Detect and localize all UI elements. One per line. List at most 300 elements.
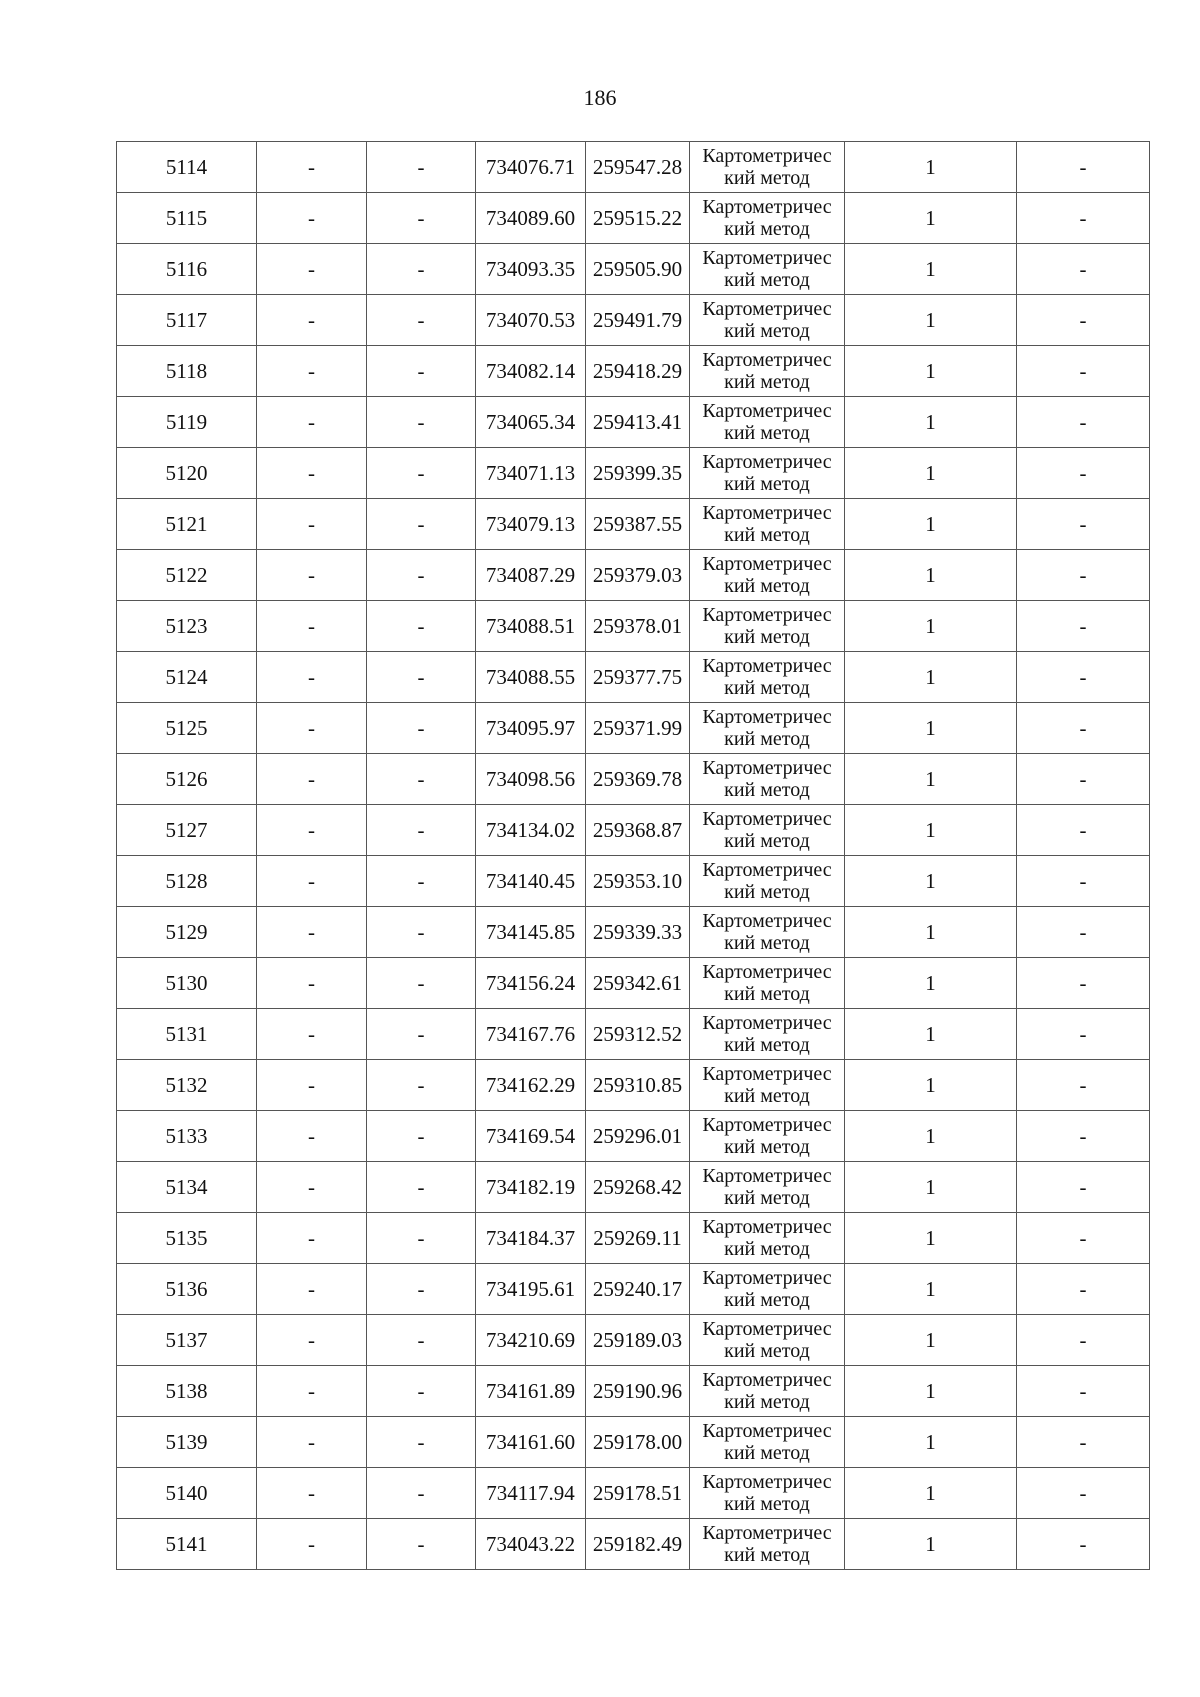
method-cell: [690, 1519, 845, 1570]
col3-cell: -: [367, 295, 476, 346]
point-number-cell: 5116: [117, 244, 257, 295]
method-line-2: кий метод: [724, 422, 810, 444]
col2-cell: -: [257, 652, 367, 703]
method-cell: [690, 397, 845, 448]
method-line-2: кий метод: [724, 1187, 810, 1209]
point-number-cell: 5126: [117, 754, 257, 805]
col8-cell: -: [1017, 907, 1150, 958]
col2-cell: -: [257, 1213, 367, 1264]
method-line-1: Картометричес: [702, 196, 832, 218]
col3-cell: -: [367, 448, 476, 499]
precision-cell: 1: [845, 448, 1017, 499]
table-row: [117, 1060, 1150, 1111]
precision-cell: 1: [845, 193, 1017, 244]
col2-cell: -: [257, 805, 367, 856]
table-row: [117, 1417, 1150, 1468]
method-cell: [690, 244, 845, 295]
col3-cell: -: [367, 1213, 476, 1264]
y-coordinate-cell: 259312.52: [586, 1009, 690, 1060]
method-cell: [690, 1060, 845, 1111]
method-line-1: Картометричес: [702, 349, 832, 371]
y-coordinate-cell: 259178.51: [586, 1468, 690, 1519]
point-number-cell: 5125: [117, 703, 257, 754]
y-coordinate-cell: 259296.01: [586, 1111, 690, 1162]
precision-cell: 1: [845, 703, 1017, 754]
col3-cell: -: [367, 1264, 476, 1315]
col2-cell: -: [257, 1417, 367, 1468]
table-row: [117, 346, 1150, 397]
col3-cell: -: [367, 1111, 476, 1162]
method-cell: [690, 958, 845, 1009]
col2-cell: -: [257, 550, 367, 601]
precision-cell: 1: [845, 397, 1017, 448]
x-coordinate-cell: 734088.51: [476, 601, 586, 652]
method-line-1: Картометричес: [702, 1063, 832, 1085]
col3-cell: -: [367, 193, 476, 244]
x-coordinate-cell: 734093.35: [476, 244, 586, 295]
x-coordinate-cell: 734134.02: [476, 805, 586, 856]
precision-cell: 1: [845, 499, 1017, 550]
y-coordinate-cell: 259418.29: [586, 346, 690, 397]
x-coordinate-cell: 734117.94: [476, 1468, 586, 1519]
method-line-1: Картометричес: [702, 655, 832, 677]
col8-cell: -: [1017, 142, 1150, 193]
y-coordinate-cell: 259182.49: [586, 1519, 690, 1570]
table-row: [117, 856, 1150, 907]
method-line-1: Картометричес: [702, 910, 832, 932]
precision-cell: 1: [845, 244, 1017, 295]
col8-cell: -: [1017, 244, 1150, 295]
method-line-1: Картометричес: [702, 808, 832, 830]
point-number-cell: 5130: [117, 958, 257, 1009]
precision-cell: 1: [845, 1213, 1017, 1264]
method-cell: [690, 754, 845, 805]
point-number-cell: 5134: [117, 1162, 257, 1213]
precision-cell: 1: [845, 1315, 1017, 1366]
table-row: [117, 295, 1150, 346]
y-coordinate-cell: 259339.33: [586, 907, 690, 958]
precision-cell: 1: [845, 907, 1017, 958]
table-row: [117, 499, 1150, 550]
x-coordinate-cell: 734082.14: [476, 346, 586, 397]
x-coordinate-cell: 734070.53: [476, 295, 586, 346]
x-coordinate-cell: 734087.29: [476, 550, 586, 601]
col2-cell: -: [257, 958, 367, 1009]
table-row: [117, 1009, 1150, 1060]
method-cell: [690, 1111, 845, 1162]
col3-cell: -: [367, 907, 476, 958]
x-coordinate-cell: 734161.89: [476, 1366, 586, 1417]
point-number-cell: 5137: [117, 1315, 257, 1366]
col8-cell: -: [1017, 754, 1150, 805]
col2-cell: -: [257, 346, 367, 397]
point-number-cell: 5141: [117, 1519, 257, 1570]
method-line-1: Картометричес: [702, 706, 832, 728]
col2-cell: -: [257, 1315, 367, 1366]
col2-cell: -: [257, 1264, 367, 1315]
method-line-1: Картометричес: [702, 1318, 832, 1340]
precision-cell: 1: [845, 1162, 1017, 1213]
x-coordinate-cell: 734195.61: [476, 1264, 586, 1315]
col3-cell: -: [367, 958, 476, 1009]
method-line-2: кий метод: [724, 626, 810, 648]
y-coordinate-cell: 259189.03: [586, 1315, 690, 1366]
col3-cell: -: [367, 1417, 476, 1468]
x-coordinate-cell: 734076.71: [476, 142, 586, 193]
col8-cell: -: [1017, 958, 1150, 1009]
point-number-cell: 5131: [117, 1009, 257, 1060]
y-coordinate-cell: 259413.41: [586, 397, 690, 448]
method-line-2: кий метод: [724, 371, 810, 393]
method-cell: [690, 550, 845, 601]
y-coordinate-cell: 259378.01: [586, 601, 690, 652]
method-line-2: кий метод: [724, 830, 810, 852]
precision-cell: 1: [845, 142, 1017, 193]
point-number-cell: 5118: [117, 346, 257, 397]
method-cell: [690, 499, 845, 550]
method-cell: [690, 193, 845, 244]
precision-cell: 1: [845, 754, 1017, 805]
col2-cell: -: [257, 856, 367, 907]
method-line-1: Картометричес: [702, 1267, 832, 1289]
precision-cell: 1: [845, 550, 1017, 601]
table-row: [117, 1366, 1150, 1417]
method-cell: [690, 295, 845, 346]
col8-cell: -: [1017, 397, 1150, 448]
col8-cell: -: [1017, 1468, 1150, 1519]
col3-cell: -: [367, 142, 476, 193]
method-line-2: кий метод: [724, 1544, 810, 1566]
col3-cell: -: [367, 550, 476, 601]
table-row: [117, 1111, 1150, 1162]
method-cell: [690, 1315, 845, 1366]
precision-cell: 1: [845, 1366, 1017, 1417]
method-line-1: Картометричес: [702, 400, 832, 422]
precision-cell: 1: [845, 856, 1017, 907]
point-number-cell: 5124: [117, 652, 257, 703]
method-line-2: кий метод: [724, 983, 810, 1005]
method-line-2: кий метод: [724, 677, 810, 699]
table-row: [117, 652, 1150, 703]
table-row: [117, 244, 1150, 295]
col8-cell: -: [1017, 1264, 1150, 1315]
col2-cell: -: [257, 448, 367, 499]
y-coordinate-cell: 259310.85: [586, 1060, 690, 1111]
x-coordinate-cell: 734089.60: [476, 193, 586, 244]
method-line-2: кий метод: [724, 524, 810, 546]
method-line-2: кий метод: [724, 1034, 810, 1056]
method-line-1: Картометричес: [702, 859, 832, 881]
y-coordinate-cell: 259515.22: [586, 193, 690, 244]
method-line-1: Картометричес: [702, 604, 832, 626]
col8-cell: -: [1017, 1315, 1150, 1366]
precision-cell: 1: [845, 652, 1017, 703]
y-coordinate-cell: 259371.99: [586, 703, 690, 754]
method-cell: [690, 856, 845, 907]
col2-cell: -: [257, 907, 367, 958]
col2-cell: -: [257, 142, 367, 193]
x-coordinate-cell: 734088.55: [476, 652, 586, 703]
method-line-2: кий метод: [724, 218, 810, 240]
col3-cell: -: [367, 1060, 476, 1111]
precision-cell: 1: [845, 805, 1017, 856]
x-coordinate-cell: 734162.29: [476, 1060, 586, 1111]
precision-cell: 1: [845, 295, 1017, 346]
col8-cell: -: [1017, 1519, 1150, 1570]
method-line-1: Картометричес: [702, 451, 832, 473]
precision-cell: 1: [845, 1417, 1017, 1468]
precision-cell: 1: [845, 1519, 1017, 1570]
y-coordinate-cell: 259505.90: [586, 244, 690, 295]
x-coordinate-cell: 734098.56: [476, 754, 586, 805]
col8-cell: -: [1017, 1111, 1150, 1162]
point-number-cell: 5121: [117, 499, 257, 550]
precision-cell: 1: [845, 1468, 1017, 1519]
method-line-1: Картометричес: [702, 1369, 832, 1391]
y-coordinate-cell: 259342.61: [586, 958, 690, 1009]
method-line-1: Картометричес: [702, 1165, 832, 1187]
col8-cell: -: [1017, 601, 1150, 652]
x-coordinate-cell: 734145.85: [476, 907, 586, 958]
table-row: [117, 703, 1150, 754]
col2-cell: -: [257, 754, 367, 805]
table-row: [117, 601, 1150, 652]
table-row: [117, 142, 1150, 193]
x-coordinate-cell: 734167.76: [476, 1009, 586, 1060]
col3-cell: -: [367, 652, 476, 703]
col2-cell: -: [257, 1162, 367, 1213]
col8-cell: -: [1017, 1366, 1150, 1417]
y-coordinate-cell: 259240.17: [586, 1264, 690, 1315]
y-coordinate-cell: 259353.10: [586, 856, 690, 907]
table-row: [117, 1162, 1150, 1213]
col3-cell: -: [367, 1366, 476, 1417]
x-coordinate-cell: 734156.24: [476, 958, 586, 1009]
y-coordinate-cell: 259269.11: [586, 1213, 690, 1264]
table-body: [117, 142, 1150, 1570]
method-cell: [690, 601, 845, 652]
table-row: [117, 1213, 1150, 1264]
method-line-1: Картометричес: [702, 1522, 832, 1544]
col3-cell: -: [367, 805, 476, 856]
col3-cell: -: [367, 703, 476, 754]
method-cell: [690, 346, 845, 397]
x-coordinate-cell: 734182.19: [476, 1162, 586, 1213]
col2-cell: -: [257, 499, 367, 550]
method-line-1: Картометричес: [702, 502, 832, 524]
col8-cell: -: [1017, 448, 1150, 499]
table-row: [117, 397, 1150, 448]
method-cell: [690, 1417, 845, 1468]
page-number: 186: [583, 85, 617, 110]
point-number-cell: 5138: [117, 1366, 257, 1417]
method-cell: [690, 448, 845, 499]
method-line-2: кий метод: [724, 1340, 810, 1362]
col8-cell: -: [1017, 805, 1150, 856]
col2-cell: -: [257, 601, 367, 652]
method-cell: [690, 1213, 845, 1264]
y-coordinate-cell: 259190.96: [586, 1366, 690, 1417]
col2-cell: -: [257, 703, 367, 754]
table-row: [117, 550, 1150, 601]
method-line-2: кий метод: [724, 881, 810, 903]
y-coordinate-cell: 259547.28: [586, 142, 690, 193]
col3-cell: -: [367, 499, 476, 550]
method-line-2: кий метод: [724, 167, 810, 189]
point-number-cell: 5117: [117, 295, 257, 346]
precision-cell: 1: [845, 1009, 1017, 1060]
y-coordinate-cell: 259491.79: [586, 295, 690, 346]
col8-cell: -: [1017, 1417, 1150, 1468]
method-line-2: кий метод: [724, 932, 810, 954]
point-number-cell: 5115: [117, 193, 257, 244]
method-cell: [690, 805, 845, 856]
method-cell: [690, 1468, 845, 1519]
method-line-2: кий метод: [724, 1442, 810, 1464]
table-row: [117, 1264, 1150, 1315]
col2-cell: -: [257, 244, 367, 295]
col2-cell: -: [257, 1468, 367, 1519]
x-coordinate-cell: 734065.34: [476, 397, 586, 448]
point-number-cell: 5140: [117, 1468, 257, 1519]
method-cell: [690, 1264, 845, 1315]
method-line-2: кий метод: [724, 1085, 810, 1107]
method-line-1: Картометричес: [702, 247, 832, 269]
method-line-1: Картометричес: [702, 145, 832, 167]
method-line-2: кий метод: [724, 1493, 810, 1515]
y-coordinate-cell: 259268.42: [586, 1162, 690, 1213]
y-coordinate-cell: 259369.78: [586, 754, 690, 805]
col8-cell: -: [1017, 550, 1150, 601]
table-row: [117, 1468, 1150, 1519]
x-coordinate-cell: 734169.54: [476, 1111, 586, 1162]
point-number-cell: 5132: [117, 1060, 257, 1111]
precision-cell: 1: [845, 1060, 1017, 1111]
table-row: [117, 754, 1150, 805]
col3-cell: -: [367, 856, 476, 907]
x-coordinate-cell: 734184.37: [476, 1213, 586, 1264]
col8-cell: -: [1017, 856, 1150, 907]
point-number-cell: 5133: [117, 1111, 257, 1162]
method-line-1: Картометричес: [702, 1216, 832, 1238]
method-line-2: кий метод: [724, 575, 810, 597]
point-number-cell: 5135: [117, 1213, 257, 1264]
point-number-cell: 5127: [117, 805, 257, 856]
y-coordinate-cell: 259387.55: [586, 499, 690, 550]
point-number-cell: 5120: [117, 448, 257, 499]
method-line-1: Картометричес: [702, 961, 832, 983]
point-number-cell: 5119: [117, 397, 257, 448]
col8-cell: -: [1017, 1009, 1150, 1060]
x-coordinate-cell: 734043.22: [476, 1519, 586, 1570]
col3-cell: -: [367, 1468, 476, 1519]
method-cell: [690, 142, 845, 193]
method-line-2: кий метод: [724, 728, 810, 750]
point-number-cell: 5139: [117, 1417, 257, 1468]
col2-cell: -: [257, 1009, 367, 1060]
col8-cell: -: [1017, 295, 1150, 346]
method-cell: [690, 652, 845, 703]
col8-cell: -: [1017, 499, 1150, 550]
method-line-1: Картометричес: [702, 1114, 832, 1136]
table-row: [117, 1519, 1150, 1570]
precision-cell: 1: [845, 958, 1017, 1009]
table-row: [117, 805, 1150, 856]
method-line-2: кий метод: [724, 473, 810, 495]
method-line-1: Картометричес: [702, 553, 832, 575]
point-number-cell: 5128: [117, 856, 257, 907]
precision-cell: 1: [845, 601, 1017, 652]
method-cell: [690, 703, 845, 754]
method-line-2: кий метод: [724, 1391, 810, 1413]
col3-cell: -: [367, 346, 476, 397]
x-coordinate-cell: 734161.60: [476, 1417, 586, 1468]
precision-cell: 1: [845, 1264, 1017, 1315]
precision-cell: 1: [845, 1111, 1017, 1162]
y-coordinate-cell: 259399.35: [586, 448, 690, 499]
method-cell: [690, 1162, 845, 1213]
method-line-2: кий метод: [724, 1238, 810, 1260]
coordinates-table: [116, 141, 1150, 1570]
x-coordinate-cell: 734079.13: [476, 499, 586, 550]
method-line-2: кий метод: [724, 269, 810, 291]
col3-cell: -: [367, 1162, 476, 1213]
method-cell: [690, 907, 845, 958]
table-row: [117, 448, 1150, 499]
col8-cell: -: [1017, 1060, 1150, 1111]
method-line-1: Картометричес: [702, 757, 832, 779]
col8-cell: -: [1017, 1162, 1150, 1213]
x-coordinate-cell: 734095.97: [476, 703, 586, 754]
y-coordinate-cell: 259377.75: [586, 652, 690, 703]
col3-cell: -: [367, 754, 476, 805]
x-coordinate-cell: 734071.13: [476, 448, 586, 499]
method-line-2: кий метод: [724, 1136, 810, 1158]
col8-cell: -: [1017, 193, 1150, 244]
point-number-cell: 5114: [117, 142, 257, 193]
precision-cell: 1: [845, 346, 1017, 397]
col2-cell: -: [257, 193, 367, 244]
col3-cell: -: [367, 397, 476, 448]
method-line-1: Картометричес: [702, 1012, 832, 1034]
col3-cell: -: [367, 601, 476, 652]
method-line-2: кий метод: [724, 320, 810, 342]
col8-cell: -: [1017, 652, 1150, 703]
col3-cell: -: [367, 1315, 476, 1366]
col8-cell: -: [1017, 703, 1150, 754]
col2-cell: -: [257, 397, 367, 448]
col2-cell: -: [257, 1111, 367, 1162]
table-row: [117, 958, 1150, 1009]
col2-cell: -: [257, 1366, 367, 1417]
method-line-1: Картометричес: [702, 298, 832, 320]
col8-cell: -: [1017, 1213, 1150, 1264]
method-cell: [690, 1366, 845, 1417]
col3-cell: -: [367, 1009, 476, 1060]
x-coordinate-cell: 734140.45: [476, 856, 586, 907]
col3-cell: -: [367, 244, 476, 295]
method-line-1: Картометричес: [702, 1420, 832, 1442]
x-coordinate-cell: 734210.69: [476, 1315, 586, 1366]
col8-cell: -: [1017, 346, 1150, 397]
method-line-1: Картометричес: [702, 1471, 832, 1493]
method-cell: [690, 1009, 845, 1060]
point-number-cell: 5123: [117, 601, 257, 652]
col2-cell: -: [257, 1060, 367, 1111]
point-number-cell: 5136: [117, 1264, 257, 1315]
table-row: [117, 1315, 1150, 1366]
col3-cell: -: [367, 1519, 476, 1570]
